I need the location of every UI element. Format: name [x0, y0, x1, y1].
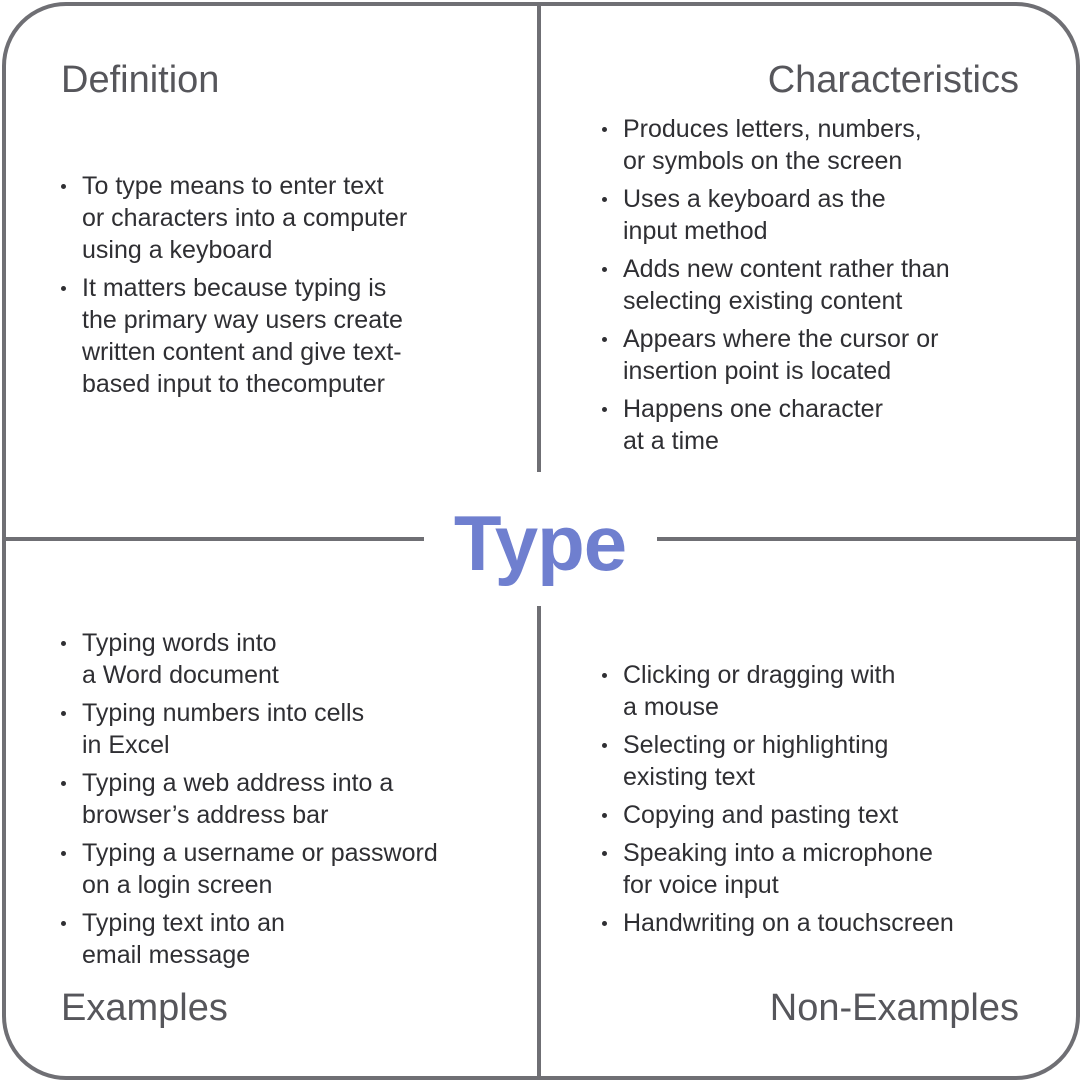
definition-list: [61, 170, 481, 406]
examples-item: Typing words into a Word document: [61, 627, 501, 691]
divider-horizontal-left: [4, 537, 424, 541]
characteristics-item: Appears where the cursor or insertion point is located: [602, 323, 1022, 387]
non-examples-item: Selecting or highlighting existing text: [602, 729, 1022, 793]
characteristics-item: Happens one character at a time: [602, 393, 1022, 457]
characteristics-item: Adds new content rather than selecting existing content: [602, 253, 1022, 317]
examples-item: Typing numbers into cells in Excel: [61, 697, 501, 761]
non-examples-item: Copying and pasting text: [602, 799, 1022, 831]
non-examples-item: Clicking or dragging with a mouse: [602, 659, 1022, 723]
characteristics-item: Produces letters, numbers, or symbols on the screen: [602, 113, 1022, 177]
characteristics-heading: Characteristics: [767, 59, 1019, 101]
definition-item: To type means to enter text or characters into a computer using a keyboard: [61, 170, 481, 266]
definition-item: It matters because typing is the primary way users create written content and give text- based input to thecomputer: [61, 272, 481, 400]
non-examples-heading: Non-Examples: [769, 987, 1019, 1029]
center-title: Type: [453, 499, 627, 587]
non-examples-item: Speaking into a microphone for voice input: [602, 837, 1022, 901]
examples-item: Typing a web address into a browser’s address bar: [61, 767, 501, 831]
examples-list: [61, 627, 501, 977]
examples-heading: Examples: [61, 987, 228, 1029]
non-examples-item: Handwriting on a touchscreen: [602, 907, 1022, 939]
divider-horizontal-right: [657, 537, 1076, 541]
non-examples-list: [602, 659, 1022, 945]
characteristics-list: [602, 113, 1022, 463]
definition-heading: Definition: [61, 59, 220, 101]
divider-vertical-top: [537, 4, 541, 472]
examples-item: Typing text into an email message: [61, 907, 501, 971]
characteristics-item: Uses a keyboard as the input method: [602, 183, 1022, 247]
examples-item: Typing a username or password on a login screen: [61, 837, 501, 901]
divider-vertical-bottom: [537, 606, 541, 1076]
